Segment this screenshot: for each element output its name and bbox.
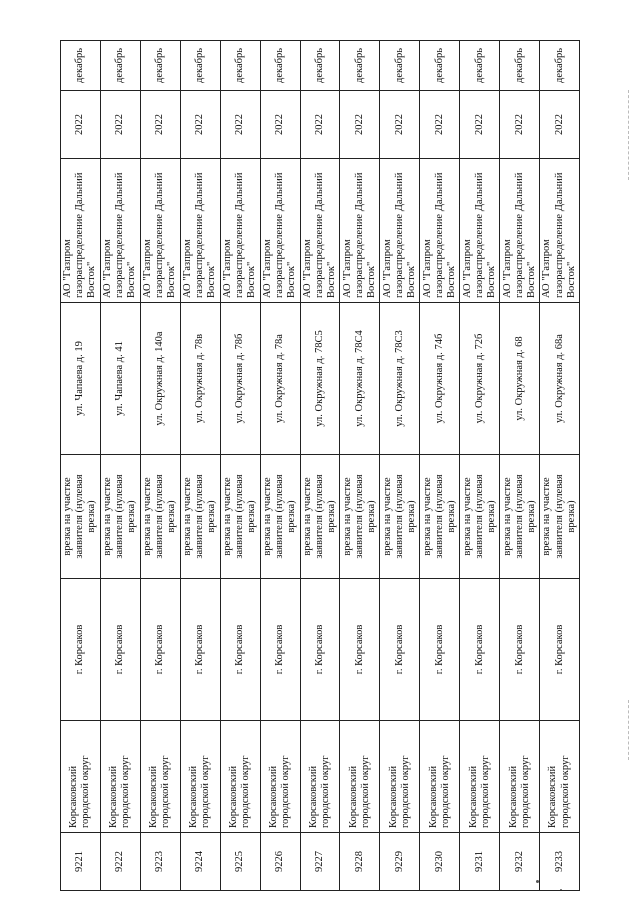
row-number: 9227 [300, 833, 340, 891]
connection-type-cell: врезка на участке заявителя (нулевая врезка) [140, 455, 180, 579]
district-cell: Корсаковский городской округ [420, 721, 460, 833]
month-cell: декабрь [380, 41, 420, 91]
year-cell: 2022 [380, 91, 420, 159]
connection-type-cell: врезка на участке заявителя (нулевая врезка) [500, 455, 540, 579]
year-cell: 2022 [420, 91, 460, 159]
district-cell: Корсаковский городской округ [260, 721, 300, 833]
year-cell: 2022 [61, 91, 101, 159]
organization-cell: АО "Газпром газораспределение Дальний Восток" [100, 159, 140, 303]
city-cell: г. Корсаков [460, 579, 500, 721]
year-cell: 2022 [220, 91, 260, 159]
district-cell: Корсаковский городской округ [460, 721, 500, 833]
district-cell: Корсаковский городской округ [380, 721, 420, 833]
address-cell: ул. Окружная д. 78С5 [300, 303, 340, 455]
table-row [61, 41, 101, 891]
address-cell: ул. Окружная д. 68 [500, 303, 540, 455]
address-cell: ул. Окружная д. 78в [180, 303, 220, 455]
address-cell: ул. Окружная д. 140а [140, 303, 180, 455]
city-cell: г. Корсаков [300, 579, 340, 721]
district-cell: Корсаковский городской округ [540, 721, 580, 833]
district-cell: Корсаковский городской округ [140, 721, 180, 833]
address-cell: ул. Окружная д. 68а [540, 303, 580, 455]
year-cell: 2022 [180, 91, 220, 159]
city-cell: г. Корсаков [140, 579, 180, 721]
month-cell: декабрь [140, 41, 180, 91]
table-body [61, 41, 580, 891]
year-cell: 2022 [340, 91, 380, 159]
organization-cell: АО "Газпром газораспределение Дальний Восток" [540, 159, 580, 303]
district-cell: Корсаковский городской округ [100, 721, 140, 833]
organization-cell: АО "Газпром газораспределение Дальний Восток" [300, 159, 340, 303]
table-row [140, 41, 180, 891]
connection-type-cell: врезка на участке заявителя (нулевая врезка) [380, 455, 420, 579]
row-number: 9224 [180, 833, 220, 891]
year-cell: 2022 [540, 91, 580, 159]
row-number: 9223 [140, 833, 180, 891]
connection-type-cell: врезка на участке заявителя (нулевая врезка) [460, 455, 500, 579]
row-number: 9221 [61, 833, 101, 891]
row-number: 9231 [460, 833, 500, 891]
table-row [100, 41, 140, 891]
organization-cell: АО "Газпром газораспределение Дальний Восток" [460, 159, 500, 303]
month-cell: декабрь [220, 41, 260, 91]
connection-type-cell: врезка на участке заявителя (нулевая врезка) [260, 455, 300, 579]
rotated-table-container [60, 41, 580, 891]
address-cell: ул. Окружная д. 78б [220, 303, 260, 455]
month-cell: декабрь [100, 41, 140, 91]
month-cell: декабрь [540, 41, 580, 91]
organization-cell: АО "Газпром газораспределение Дальний Восток" [380, 159, 420, 303]
month-cell: декабрь [420, 41, 460, 91]
row-number: 9228 [340, 833, 380, 891]
row-number: 9233 [540, 833, 580, 891]
city-cell: г. Корсаков [500, 579, 540, 721]
year-cell: 2022 [460, 91, 500, 159]
connection-type-cell: врезка на участке заявителя (нулевая врезка) [61, 455, 101, 579]
address-cell: ул. Окружная д. 72б [460, 303, 500, 455]
table-row [340, 41, 380, 891]
city-cell: г. Корсаков [420, 579, 460, 721]
row-number: 9232 [500, 833, 540, 891]
city-cell: г. Корсаков [540, 579, 580, 721]
table-row [300, 41, 340, 891]
connection-type-cell: врезка на участке заявителя (нулевая врезка) [220, 455, 260, 579]
year-cell: 2022 [500, 91, 540, 159]
organization-cell: АО "Газпром газораспределение Дальний Восток" [420, 159, 460, 303]
month-cell: декабрь [260, 41, 300, 91]
address-cell: ул. Окружная д. 78С4 [340, 303, 380, 455]
organization-cell: АО "Газпром газораспределение Дальний Восток" [180, 159, 220, 303]
scan-edge-line [628, 700, 629, 760]
row-number: 9222 [100, 833, 140, 891]
organization-cell: АО "Газпром газораспределение Дальний Восток" [340, 159, 380, 303]
table-row [180, 41, 220, 891]
district-cell: Корсаковский городской округ [61, 721, 101, 833]
month-cell: декабрь [180, 41, 220, 91]
table-row [500, 41, 540, 891]
table-row [420, 41, 460, 891]
district-cell: Корсаковский городской округ [300, 721, 340, 833]
connection-type-cell: врезка на участке заявителя (нулевая врезка) [300, 455, 340, 579]
month-cell: декабрь [500, 41, 540, 91]
address-cell: ул. Окружная д. 78С3 [380, 303, 420, 455]
year-cell: 2022 [300, 91, 340, 159]
table-row [460, 41, 500, 891]
address-cell: ул. Чапаева д. 41 [100, 303, 140, 455]
organization-cell: АО "Газпром газораспределение Дальний Восток" [260, 159, 300, 303]
year-cell: 2022 [140, 91, 180, 159]
district-cell: Корсаковский городской округ [340, 721, 380, 833]
connection-type-cell: врезка на участке заявителя (нулевая врезка) [420, 455, 460, 579]
table-row [380, 41, 420, 891]
table-row [260, 41, 300, 891]
organization-cell: АО "Газпром газораспределение Дальний Восток" [500, 159, 540, 303]
organization-cell: АО "Газпром газораспределение Дальний Восток" [61, 159, 101, 303]
city-cell: г. Корсаков [260, 579, 300, 721]
city-cell: г. Корсаков [100, 579, 140, 721]
organization-cell: АО "Газпром газораспределение Дальний Восток" [220, 159, 260, 303]
city-cell: г. Корсаков [220, 579, 260, 721]
district-cell: Корсаковский городской округ [500, 721, 540, 833]
organization-cell: АО "Газпром газораспределение Дальний Восток" [140, 159, 180, 303]
city-cell: г. Корсаков [61, 579, 101, 721]
row-number: 9226 [260, 833, 300, 891]
city-cell: г. Корсаков [340, 579, 380, 721]
row-number: 9230 [420, 833, 460, 891]
address-cell: ул. Окружная д. 78а [260, 303, 300, 455]
month-cell: декабрь [460, 41, 500, 91]
row-number: 9229 [380, 833, 420, 891]
city-cell: г. Корсаков [180, 579, 220, 721]
year-cell: 2022 [260, 91, 300, 159]
address-cell: ул. Чапаева д. 19 [61, 303, 101, 455]
row-number: 9225 [220, 833, 260, 891]
month-cell: декабрь [300, 41, 340, 91]
connection-type-cell: врезка на участке заявителя (нулевая врезка) [100, 455, 140, 579]
city-cell: г. Корсаков [380, 579, 420, 721]
month-cell: декабрь [340, 41, 380, 91]
address-cell: ул. Окружная д. 74б [420, 303, 460, 455]
table-row [540, 41, 580, 891]
table-row [220, 41, 260, 891]
month-cell: декабрь [61, 41, 101, 91]
connection-type-cell: врезка на участке заявителя (нулевая врезка) [540, 455, 580, 579]
district-cell: Корсаковский городской округ [180, 721, 220, 833]
connection-type-cell: врезка на участке заявителя (нулевая врезка) [340, 455, 380, 579]
connection-type-cell: врезка на участке заявителя (нулевая врезка) [180, 455, 220, 579]
year-cell: 2022 [100, 91, 140, 159]
gas-connection-table [60, 40, 580, 891]
scan-edge-line [628, 90, 629, 180]
district-cell: Корсаковский городской округ [220, 721, 260, 833]
